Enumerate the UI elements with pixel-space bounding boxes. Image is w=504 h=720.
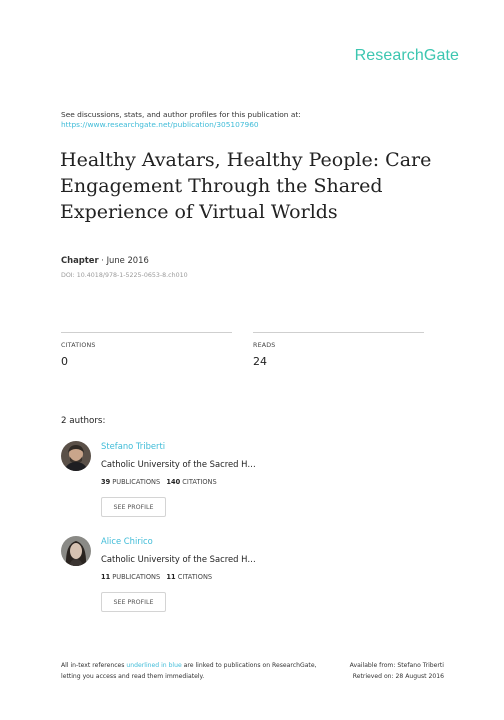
footer-text: are linked to publications on ResearchGate, bbox=[181, 662, 317, 669]
publications-label: PUBLICATIONS bbox=[112, 573, 161, 581]
publications-label: PUBLICATIONS bbox=[112, 478, 161, 486]
author-citations-label: CITATIONS bbox=[182, 478, 217, 486]
author-citations-count: 11 bbox=[166, 573, 176, 581]
publication-type: Chapter bbox=[61, 255, 99, 265]
author-stats bbox=[101, 573, 212, 581]
title-line: Healthy Avatars, Healthy People: Care bbox=[60, 149, 432, 171]
author-citations-label: CITATIONS bbox=[177, 573, 213, 581]
author-name[interactable]: Stefano Triberti bbox=[101, 441, 166, 451]
title-line: Experience of Virtual Worlds bbox=[60, 201, 338, 223]
author-stats bbox=[101, 478, 217, 486]
author-avatar[interactable] bbox=[61, 441, 91, 471]
footer-link[interactable]: underlined in blue bbox=[126, 662, 182, 669]
available-from: Available from: Stefano Triberti bbox=[349, 662, 444, 669]
citations-label: CITATIONS bbox=[61, 342, 96, 349]
publications-count: 39 bbox=[101, 478, 111, 486]
footer-availability bbox=[350, 660, 444, 682]
footer-text: All in-text references bbox=[61, 662, 127, 669]
footer-line-2: letting you access and read them immediately. bbox=[61, 673, 205, 680]
footer-line-1 bbox=[61, 660, 317, 671]
publication-title bbox=[60, 147, 460, 225]
author-citations-count: 140 bbox=[166, 478, 181, 486]
author-avatar[interactable] bbox=[61, 536, 91, 566]
publication-link[interactable]: https://www.researchgate.net/publication/305107960 bbox=[61, 120, 259, 129]
author-institution: Catholic University of the Sacred H… bbox=[101, 459, 256, 469]
researchgate-logo[interactable]: ResearchGate bbox=[354, 47, 459, 64]
see-profile-button[interactable]: SEE PROFILE bbox=[101, 497, 166, 517]
retrieved-on: Retrieved on: 28 August 2016 bbox=[352, 673, 444, 680]
reads-value: 24 bbox=[253, 355, 267, 368]
title-line: Engagement Through the Shared bbox=[60, 175, 383, 197]
authors-heading: 2 authors: bbox=[61, 416, 106, 426]
publications-count: 11 bbox=[101, 573, 111, 581]
reads-label: READS bbox=[253, 342, 276, 349]
publication-doi: DOI: 10.4018/978-1-5225-0653-8.ch010 bbox=[61, 272, 188, 279]
citations-divider bbox=[61, 332, 232, 333]
see-discussions-text: See discussions, stats, and author profiles for this publication at: bbox=[61, 110, 301, 119]
author-institution: Catholic University of the Sacred H… bbox=[101, 554, 256, 564]
publication-date: · June 2016 bbox=[98, 255, 149, 265]
publication-meta bbox=[61, 255, 149, 265]
citations-value: 0 bbox=[61, 355, 68, 368]
reads-divider bbox=[253, 332, 424, 333]
footer-note bbox=[61, 660, 317, 682]
see-discussions-block bbox=[61, 110, 301, 130]
author-name[interactable]: Alice Chirico bbox=[101, 536, 153, 546]
see-profile-button[interactable]: SEE PROFILE bbox=[101, 592, 166, 612]
